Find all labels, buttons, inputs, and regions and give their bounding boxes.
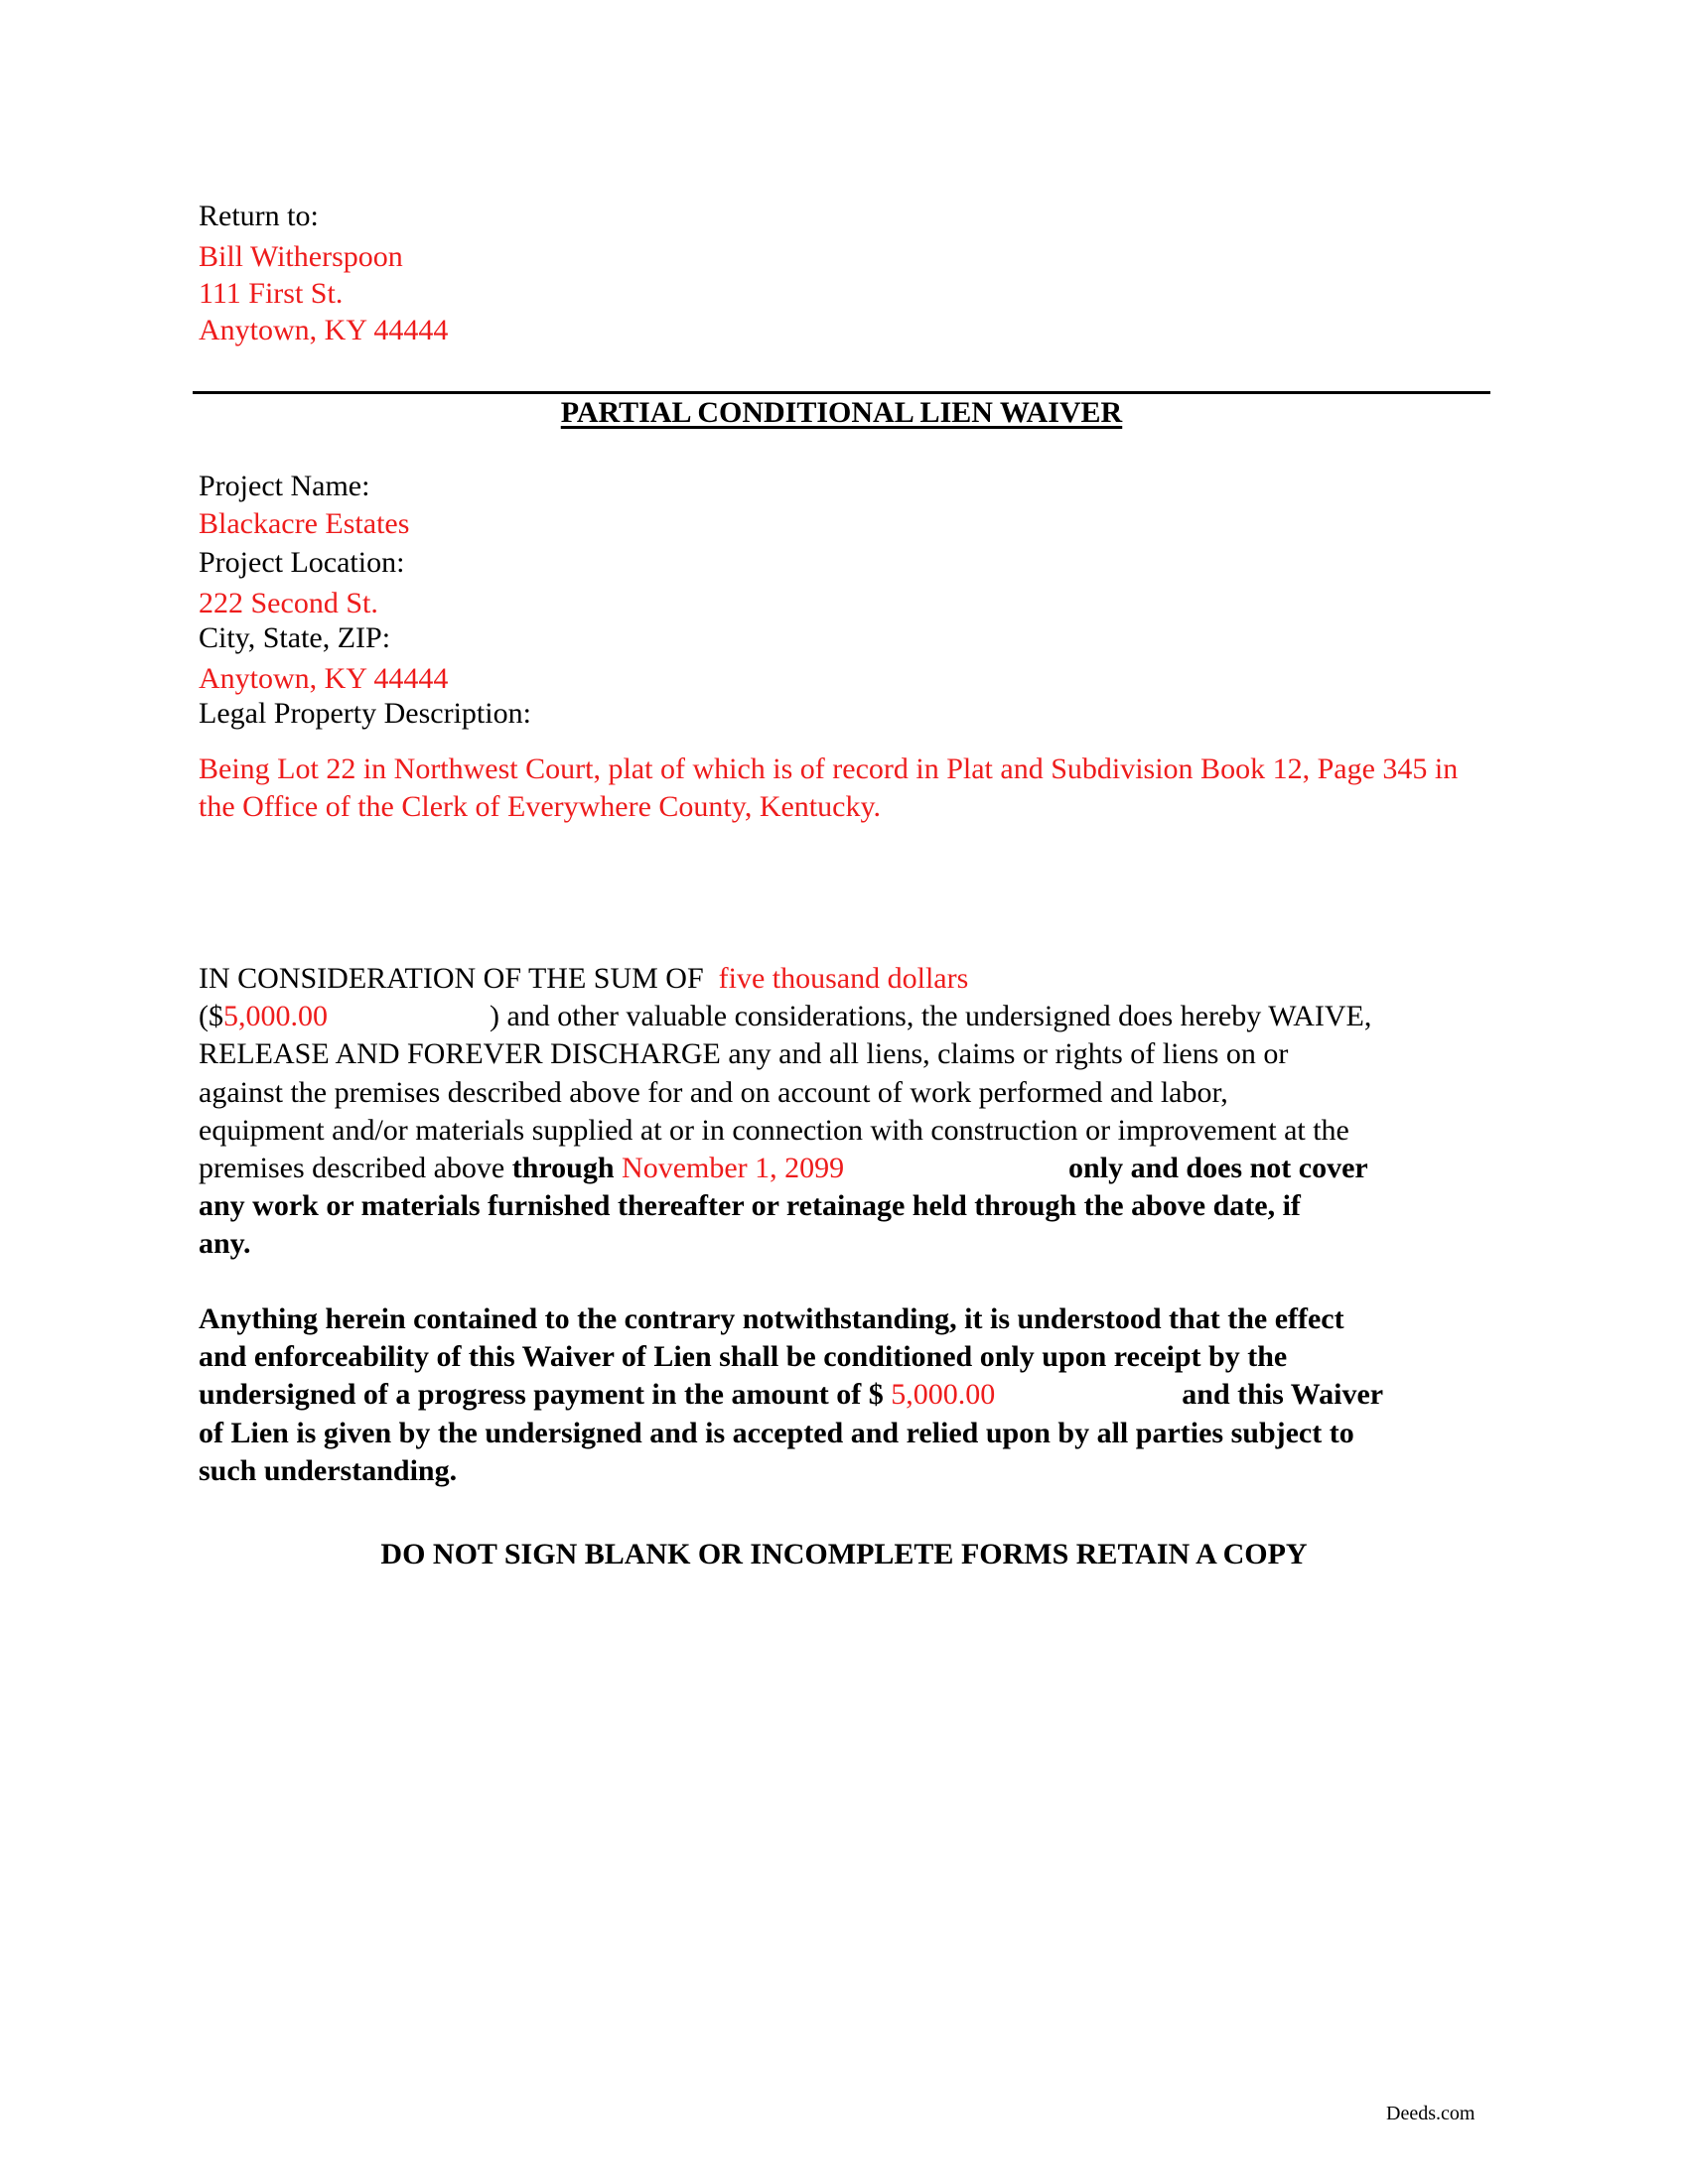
project-city-value: Anytown, KY 44444 (199, 662, 449, 695)
consideration-line-1-rest: ) and other valuable considerations, the undersigned does hereby WAIVE, (490, 1000, 1372, 1033)
header-divider (193, 391, 1490, 394)
conditional-amount: 5,000.00 (891, 1378, 996, 1412)
conditional-line-1: Anything herein contained to the contrary notwithstanding, it is understood that the effect (199, 1302, 1344, 1335)
consideration-line-5: equipment and/or materials supplied at or in connection with construction or improvement at the (199, 1113, 1349, 1147)
consideration-line-3: RELEASE AND FOREVER DISCHARGE any and all liens, claims or rights of liens on or (199, 1037, 1289, 1071)
document-title (193, 395, 1490, 431)
consideration-line-5-start: premises described above (199, 1152, 505, 1185)
consideration-line-4: against the premises described above for and on account of work performed and labor, (199, 1075, 1228, 1109)
consideration-sum-words: five thousand dollars (718, 962, 969, 995)
footer-brand: Deeds.com (1386, 2103, 1476, 2124)
project-name-label: Project Name: (199, 470, 370, 502)
document-title-text: PARTIAL CONDITIONAL LIEN WAIVER (560, 396, 1123, 429)
consideration-line-7: any work or materials furnished thereafter or retainage held through the above date, if (199, 1189, 1301, 1223)
consideration-open-paren: ($ (199, 1000, 223, 1033)
conditional-line-4: of Lien is given by the undersigned and is accepted and relied upon by all parties subject to (199, 1416, 1354, 1449)
return-to-street: 111 First St. (199, 277, 344, 310)
through-word: through (511, 1152, 615, 1185)
legal-description-label: Legal Property Description: (199, 697, 531, 730)
conditional-line-3 (199, 1376, 1489, 1414)
signing-notice: DO NOT SIGN BLANK OR INCOMPLETE FORMS RETAIN A COPY (380, 1538, 1308, 1570)
project-location-value: 222 Second St. (199, 587, 378, 619)
return-to-label: Return to: (199, 200, 319, 232)
consideration-paragraph (199, 960, 1489, 1264)
through-date: November 1, 2099 (622, 1152, 845, 1185)
legal-description-value: Being Lot 22 in Northwest Court, plat of which is of record in Plat and Subdivision Book 12, Page 345 in the Office of the Clerk of Everywhere County, Kentucky. (199, 752, 1459, 823)
project-name-value: Blackacre Estates (199, 507, 410, 540)
consideration-line-2 (199, 998, 1489, 1035)
conditional-line-3-end: and this Waiver (1182, 1378, 1384, 1412)
conditional-line-2: and enforceability of this Waiver of Lien shall be conditioned only upon receipt by the (199, 1340, 1288, 1374)
consideration-line-8: any. (199, 1227, 251, 1261)
conditional-line-3-start: undersigned of a progress payment in the amount of $ (199, 1378, 884, 1412)
consideration-line-5-end: only and does not cover (1068, 1152, 1368, 1185)
return-to-name: Bill Witherspoon (199, 240, 403, 273)
consideration-lead: IN CONSIDERATION OF THE SUM OF (199, 962, 704, 995)
project-city-label: City, State, ZIP: (199, 621, 391, 654)
conditional-paragraph (199, 1300, 1489, 1490)
conditional-line-5: such understanding. (199, 1453, 458, 1487)
consideration-amount: 5,000.00 (223, 1000, 328, 1033)
project-location-label: Project Location: (199, 546, 405, 579)
return-to-city: Anytown, KY 44444 (199, 314, 449, 346)
consideration-line-6 (199, 1150, 1489, 1187)
consideration-line-1 (199, 960, 1489, 998)
